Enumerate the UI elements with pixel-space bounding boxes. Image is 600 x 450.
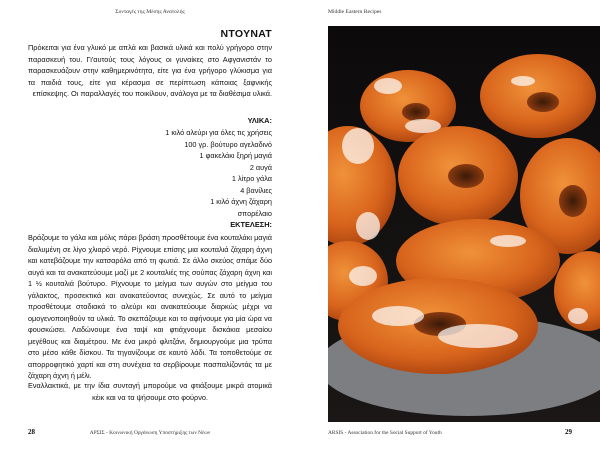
ingredients-heading: ΥΛΙΚΑ: <box>247 116 272 125</box>
donuts-photo-illustration <box>328 26 600 422</box>
ingredient-item: 1 λίτρο γάλα <box>231 174 272 183</box>
ingredients-list <box>165 127 272 219</box>
donuts-photo <box>328 26 600 422</box>
ingredient-item: 2 αυγά <box>249 162 272 172</box>
method-heading: ΕΚΤΕΛΕΣΗ: <box>230 220 272 229</box>
ingredient-item: 1 κιλό αλεύρι για όλες τις χρήσεις <box>165 128 272 137</box>
recipe-title: ΝΤΟΥΝΑΤ <box>220 28 272 40</box>
footer-left: ΑΡΣΙΣ - Κοινωνική Οργάνωση Υποστήριξης των Νέων <box>89 430 211 436</box>
method-paragraph: Βράζουμε το γάλα και μόλις πάρει βράση προσθέτουμε ένα κουταλάκι μαγιά διαλυμένη σε λίγο χλιαρό νερό. Ρίχνουμε επίσης μια κουταλιά ζάχαρη άχνη και κατεβάζουμε την κατσαρόλα από τη φωτιά. Σε άλλο σκεύος σπάμε δύο αυγά και τα ανακατεύουμε μαζί με 2 κουταλιές της σούπας ζάχαρη άχνη και 1 ½ κουταλιά βούτυρο. Ρίχνουμε το μείγμα των αυγών στο μείγμα του γάλακτος, προσεκτικά και ανακατεύοντας συνεχώς. Σε αυτό το μείγμα προσθέτουμε σταδιακά το αλεύρι και ανακατεύουμε διαρκώς μέχρι να ομογενοποιηθούν τα υλικά. Το σκεπάζουμε και το αφήνουμε για μία ώρα να φουσκώσει. Λαδώνουμε ένα ταψί και φτιάχνουμε δισκάκια μεσαίου μεγέθους και διαμέτρου. Με ένα μικρό φλιτζάνι, δημιουργούμε μια τρύπα στο μέσο κάθε δίσκου. Τα τηγανίζουμε σε καυτό λάδι. Τα τοποθετούμε σε απορροφητικό χαρτί και στη συνέχεια τα σερβίρουμε πασπαλίζοντάς τα με ζάχαρη άχνη ή μέλι. <box>28 233 272 380</box>
ingredient-item: 100 γρ. βούτυρο αγελαδινό <box>184 139 272 149</box>
page-number-left: 28 <box>28 428 35 436</box>
page-number-right: 29 <box>565 428 572 436</box>
ingredient-item: σπορέλαιο <box>237 208 272 218</box>
ingredient-item: 1 κιλό άχνη ζάχαρη <box>210 197 272 206</box>
footer-right: ARSIS - Association for the Social Support of Youth <box>328 430 442 436</box>
intro-paragraph: Πρόκειται για ένα γλυκό με απλά και βασικά υλικά και πολύ γρήγορο στην παρασκευή του. Γι'αυτούς τους λόγους οι γυναίκες στο Αφγανιστάν το παρασκευάζουν στην καθημερινότητα, είτε για ένα γρήγορο γλύκισμα για τα παιδιά τους, είτε για κέρασμα σε περίπτωση κάποιας ξαφνικής επίσκεψης. Οι παραλλαγές του ποικίλουν, ανάλογα με τα διαθέσιμα υλικά. <box>28 43 272 98</box>
ingredient-item: 4 βανίλιες <box>240 185 272 195</box>
alternative-paragraph: Εναλλακτικά, με την ίδια συνταγή μπορούμε να φτιάξουμε μικρά ατομικά κέικ και να τα ψήσουμε στο φούρνο. <box>28 381 272 402</box>
right-page <box>300 0 600 450</box>
ingredient-item: 1 φακελάκι ξηρή μαγιά <box>199 151 272 160</box>
running-header-right: Middle Eastern Recipes <box>328 9 382 15</box>
running-header: Συνταγές της Μέσης Ανατολής <box>115 9 185 15</box>
